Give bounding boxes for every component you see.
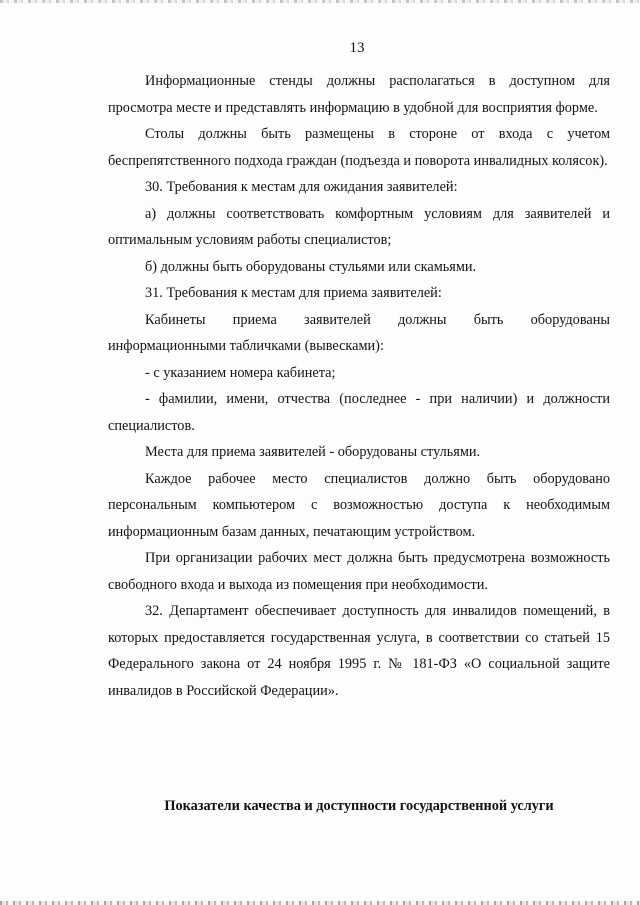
paragraph-cabinets: Кабинеты приема заявителей должны быть оборудованы информационными табличками (вывесками): (108, 311, 610, 354)
page-number: 13 (349, 40, 365, 56)
paragraph-item-30: 30. Требования к местам для ожидания заявителей: (145, 179, 458, 195)
paragraph-workplace: Каждое рабочее место специалистов должно быть оборудовано персональным компьютером с возможностью доступа к необходимым информационным базам данных, печатающим устройством. (108, 470, 610, 540)
paragraph-item-30-a: а) должны соответствовать комфортным условиям для заявителей и оптимальным условиям работы специалистов; (108, 205, 610, 248)
paragraph-item-32: 32. Департамент обеспечивает доступность для инвалидов помещений, в которых предоставляется государственная услуга, в соответствии со статьей 15 Федерального закона от 24 ноября 1995 г. № 181-ФЗ «О социальной защите инвалидов в Российской Федерации». (108, 603, 610, 699)
scan-edge-bottom (0, 901, 640, 905)
paragraph-info-stands: Информационные стенды должны располагаться в доступном для просмотра месте и представлять информацию в удобной для восприятия форме. (108, 73, 610, 116)
scan-edge-top (0, 0, 640, 3)
paragraph-tables: Столы должны быть размещены в стороне от входа с учетом беспрепятственного подхода граждан (подъезда и поворота инвалидных колясок). (108, 126, 610, 169)
paragraph-cabinet-number: - с указанием номера кабинета; (145, 364, 336, 381)
paragraph-organization: При организации рабочих мест должна быть предусмотрена возможность свободного входа и выхода из помещения при необходимости. (108, 550, 610, 593)
section-title: Показатели качества и доступности государственной услуги (164, 798, 554, 814)
paragraph-item-30-b: б) должны быть оборудованы стульями или скамьями. (145, 258, 477, 275)
document-body (108, 68, 610, 704)
paragraph-item-31: 31. Требования к местам для приема заявителей: (145, 285, 442, 301)
paragraph-chairs: Места для приема заявителей - оборудованы стульями. (145, 444, 481, 460)
paragraph-specialist-names: - фамилии, имени, отчества (последнее - при наличии) и должности специалистов. (108, 391, 610, 434)
